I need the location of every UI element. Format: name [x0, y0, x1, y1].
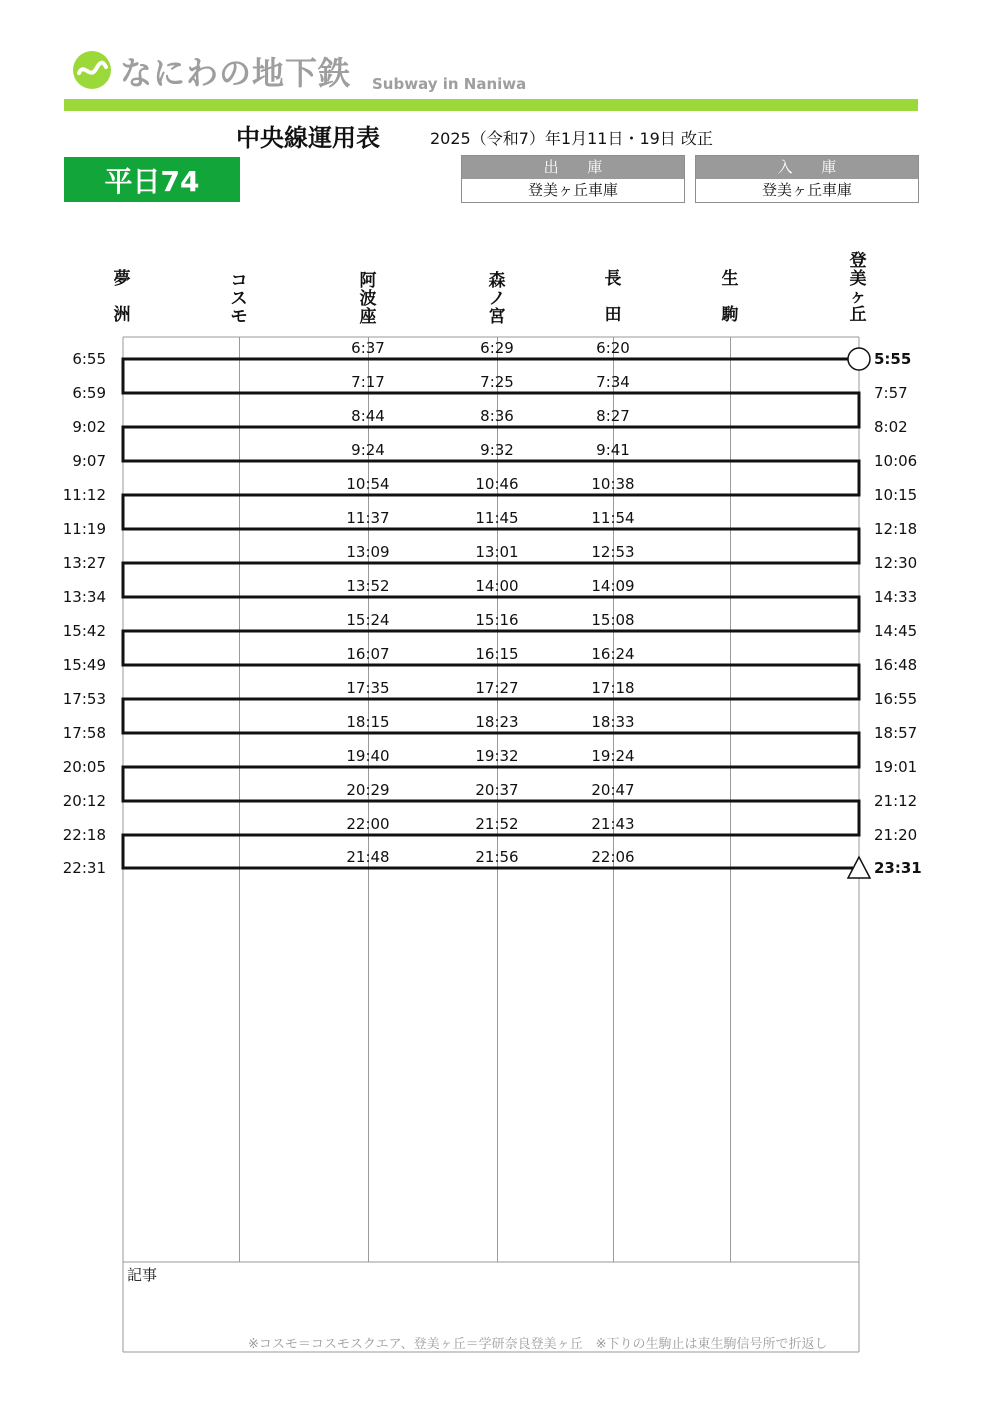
time-nagata: 11:54	[591, 509, 635, 527]
time-morinomiya: 11:45	[475, 509, 519, 527]
page-title: 中央線運用表	[236, 124, 380, 152]
station-char: ス	[230, 289, 248, 309]
time-awaza: 22:00	[346, 815, 390, 833]
time-morinomiya: 14:00	[475, 577, 519, 595]
time-awaza: 13:52	[346, 577, 390, 595]
station-char: モ	[230, 307, 248, 327]
time-awaza: 8:44	[351, 407, 385, 425]
station-char: ノ	[488, 289, 506, 309]
time-morinomiya: 16:15	[475, 645, 519, 663]
time-yumeshima: 15:42	[62, 622, 106, 640]
time-nagata: 12:53	[591, 543, 635, 561]
time-tomigaoka: 12:18	[874, 520, 918, 538]
time-tomigaoka: 16:48	[874, 656, 918, 674]
station-char: 田	[604, 305, 622, 325]
depot-in-value: 登美ヶ丘車庫	[761, 181, 852, 199]
time-tomigaoka: 16:55	[874, 690, 918, 708]
brand-subtitle: Subway in Naniwa	[372, 75, 527, 93]
station-char: 波	[359, 289, 377, 309]
time-nagata: 14:09	[591, 577, 635, 595]
time-nagata: 22:06	[591, 848, 635, 866]
brand-name: なにわの地下鉄	[120, 54, 352, 92]
station-char: 座	[359, 307, 377, 327]
time-nagata: 16:24	[591, 645, 635, 663]
time-tomigaoka: 10:15	[874, 486, 918, 504]
time-awaza: 21:48	[346, 848, 390, 866]
time-awaza: 11:37	[346, 509, 390, 527]
depot-in-label: 入 庫	[696, 156, 918, 179]
time-yumeshima: 20:05	[62, 758, 106, 776]
time-nagata: 8:27	[596, 407, 630, 425]
time-yumeshima: 15:49	[62, 656, 106, 674]
station-char: 森	[488, 271, 506, 291]
time-awaza: 9:24	[351, 441, 385, 459]
time-yumeshima: 11:19	[62, 520, 106, 538]
station-char: 夢	[113, 269, 131, 289]
time-nagata: 21:43	[591, 815, 635, 833]
footnote: ※コスモ＝コスモスクエア、登美ヶ丘＝学研奈良登美ヶ丘 ※下りの生駒止は東生駒信号所で折返し	[248, 1337, 828, 1352]
time-nagata: 17:18	[591, 679, 635, 697]
time-yumeshima: 17:53	[62, 690, 106, 708]
station-char: ヶ	[849, 287, 867, 307]
time-tomigaoka: 7:57	[874, 384, 908, 402]
time-nagata: 20:47	[591, 781, 635, 799]
time-tomigaoka: 5:55	[874, 350, 912, 368]
time-yumeshima: 13:34	[62, 588, 106, 606]
time-tomigaoka: 21:20	[874, 826, 918, 844]
notes-label: 記事	[127, 1266, 158, 1284]
time-awaza: 6:37	[351, 339, 385, 357]
time-morinomiya: 8:36	[480, 407, 514, 425]
time-awaza: 20:29	[346, 781, 390, 799]
time-yumeshima: 22:18	[62, 826, 106, 844]
time-morinomiya: 17:27	[475, 679, 519, 697]
depot-out-value: 登美ヶ丘車庫	[527, 181, 618, 199]
time-tomigaoka: 14:33	[874, 588, 918, 606]
time-awaza: 18:15	[346, 713, 390, 731]
time-yumeshima: 11:12	[62, 486, 106, 504]
time-morinomiya: 15:16	[475, 611, 519, 629]
time-nagata: 15:08	[591, 611, 635, 629]
station-char: 宮	[488, 307, 506, 327]
time-nagata: 9:41	[596, 441, 630, 459]
time-nagata: 19:24	[591, 747, 635, 765]
time-awaza: 13:09	[346, 543, 390, 561]
time-tomigaoka: 23:31	[874, 859, 922, 877]
station-char: 長	[604, 269, 622, 289]
depot-out-label: 出 庫	[462, 156, 684, 179]
time-awaza: 10:54	[346, 475, 390, 493]
station-char: 洲	[113, 305, 131, 325]
time-tomigaoka: 12:30	[874, 554, 918, 572]
time-morinomiya: 21:52	[475, 815, 519, 833]
time-morinomiya: 21:56	[475, 848, 519, 866]
time-yumeshima: 6:55	[72, 350, 106, 368]
time-morinomiya: 10:46	[475, 475, 519, 493]
time-nagata: 6:20	[596, 339, 630, 357]
depot-out-marker	[848, 348, 870, 370]
time-yumeshima: 6:59	[72, 384, 106, 402]
time-awaza: 16:07	[346, 645, 390, 663]
station-char: 登	[849, 251, 867, 271]
time-nagata: 10:38	[591, 475, 635, 493]
station-char: 駒	[721, 305, 739, 325]
time-morinomiya: 20:37	[475, 781, 519, 799]
time-morinomiya: 19:32	[475, 747, 519, 765]
time-awaza: 19:40	[346, 747, 390, 765]
time-yumeshima: 9:02	[72, 418, 106, 436]
time-yumeshima: 13:27	[62, 554, 106, 572]
station-char: 生	[721, 269, 739, 289]
time-morinomiya: 6:29	[480, 339, 514, 357]
time-yumeshima: 20:12	[62, 792, 106, 810]
time-tomigaoka: 21:12	[874, 792, 918, 810]
station-char: 阿	[359, 271, 377, 291]
time-tomigaoka: 18:57	[874, 724, 918, 742]
time-tomigaoka: 19:01	[874, 758, 918, 776]
operation-number-badge: 平日74	[64, 157, 240, 202]
time-yumeshima: 9:07	[72, 452, 106, 470]
time-yumeshima: 22:31	[62, 859, 106, 877]
station-char: コ	[230, 271, 248, 291]
station-char: 美	[849, 269, 867, 289]
time-morinomiya: 13:01	[475, 543, 519, 561]
time-awaza: 15:24	[346, 611, 390, 629]
time-nagata: 18:33	[591, 713, 635, 731]
time-awaza: 7:17	[351, 373, 385, 391]
time-awaza: 17:35	[346, 679, 390, 697]
station-char: 丘	[849, 305, 867, 325]
time-tomigaoka: 10:06	[874, 452, 918, 470]
revision-date: 2025（令和7）年1月11日・19日 改正	[430, 129, 713, 148]
time-morinomiya: 9:32	[480, 441, 514, 459]
time-morinomiya: 7:25	[480, 373, 514, 391]
time-tomigaoka: 14:45	[874, 622, 918, 640]
time-tomigaoka: 8:02	[874, 418, 908, 436]
time-morinomiya: 18:23	[475, 713, 519, 731]
time-yumeshima: 17:58	[62, 724, 106, 742]
time-nagata: 7:34	[596, 373, 630, 391]
